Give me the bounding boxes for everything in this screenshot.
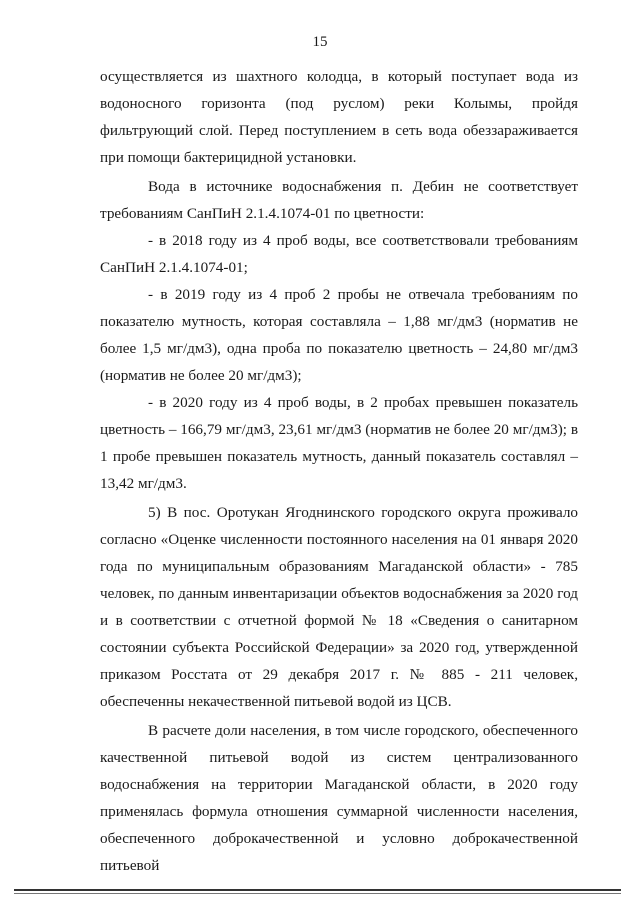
paragraph-2020-samples: - в 2020 году из 4 проб воды, в 2 пробах превышен показатель цветность – 166,79 мг/дм3, 23,61 мг/дм3 (норматив не более 20 мг/дм3); в 1 пробе превышен показатель мутность, данный показатель составлял – 13,42 мг/дм3.: [100, 394, 578, 492]
paragraph-population-share-calculation: В расчете доли населения, в том числе городского, обеспеченного качественной питьевой водой из систем централизованного водоснабжения на территории Магаданской области, в 2020 году применялась формула отношения суммарной численности населения, обеспеченного доброкачественной и условно доброкачественной питьевой: [100, 722, 578, 874]
page-number: 15: [312, 34, 328, 50]
paragraph-debin-water-quality: Вода в источнике водоснабжения п. Дебин не соответствует требованиям СанПиН 2.1.4.1074-01 по цветности:: [100, 178, 578, 222]
paragraph-orotukan-population: 5) В пос. Оротукан Ягоднинского городского округа проживало согласно «Оценке численности постоянного населения на 01 января 2020 года по муниципальным образованиям Магаданской области» - 785 человек, по данным инвентаризации объектов водоснабжения за 2020 год и в соответствии с отчетной формой № 18 «Сведения о санитарном состоянии субъекта Российской Федерации» за 2020 год, утвержденной приказом Росстата от 29 декабря 2017 г. № 885 - 211 человек, обеспеченны некачественной питьевой водой из ЦСВ.: [100, 504, 578, 710]
bottom-border-line-thin: [14, 893, 621, 894]
paragraph-water-source-description: осуществляется из шахтного колодца, в который поступает вода из водоносного горизонта (под руслом) реки Колымы, пройдя фильтрующий слой. Перед поступлением в сеть вода обеззараживается при помощи бактерицидной установки.: [100, 68, 578, 166]
bottom-border-line: [14, 889, 621, 891]
text-column: [100, 63, 578, 879]
paragraph-2018-samples: - в 2018 году из 4 проб воды, все соответствовали требованиям СанПиН 2.1.4.1074-01;: [100, 232, 578, 276]
paragraph-2019-samples: - в 2019 году из 4 проб 2 пробы не отвечала требованиям по показателю мутность, которая составляла – 1,88 мг/дм3 (норматив не более 1,5 мг/дм3), одна проба по показателю цветность – 24,80 мг/дм3 (норматив не более 20 мг/дм3);: [100, 286, 578, 384]
